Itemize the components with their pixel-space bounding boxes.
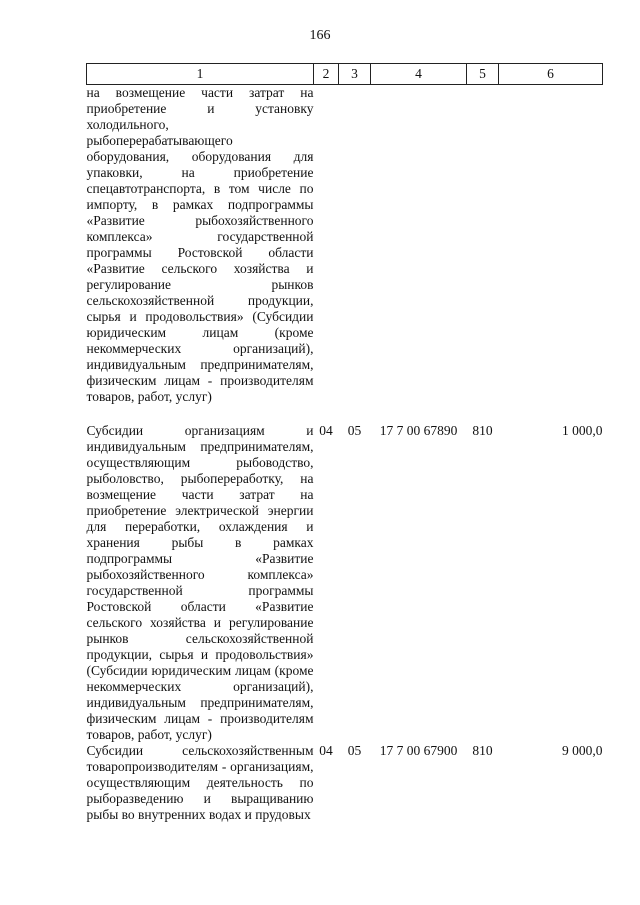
row-subsection: 05	[347, 743, 362, 758]
page-number: 166	[309, 28, 331, 43]
row-target-article: 17 7 00 67900	[379, 743, 458, 758]
column-header-5: 5	[467, 64, 499, 85]
row-expense-type	[467, 85, 499, 424]
column-header-4: 4	[371, 64, 467, 85]
row-section	[314, 85, 339, 424]
row-subsection	[339, 85, 371, 424]
row-section: 04	[319, 743, 333, 758]
row-expense-type: 810	[472, 743, 493, 758]
column-header-3: 3	[339, 64, 371, 85]
row-amount	[499, 85, 603, 424]
table-row	[87, 423, 603, 743]
row-amount: 9 000,0	[562, 743, 603, 758]
column-header-2: 2	[314, 64, 339, 85]
header-row	[87, 64, 603, 85]
budget-table	[86, 63, 603, 823]
row-description: Субсидии организациям и индивидуальным предпринимателям, осуществляющим рыбоводство, рыболовство, рыбопереработку, на возмещение части затрат на приобретение электрической энергии для переработки, охлаждения и хранения рыбы в рамках подпрограммы «Развитие рыбохозяйственного комплекса» государственной программы Ростовской области «Развитие сельского хозяйства и регулирование рынков сельскохозяйственной продукции, сырья и продовольствия» (Субсидии юридическим лицам (кроме некоммерческих организаций), индивидуальным предпринимателям, физическим лицам - производителям товаров, работ, услуг)	[86, 423, 314, 742]
row-target-article	[371, 85, 467, 424]
row-description: Субсидии сельскохозяйственным товаропроизводителям - организациям, осуществляющим деятельность по рыборазведению и выращиванию рыбы во внутренних водах и прудовых	[86, 743, 314, 822]
column-header-6: 6	[499, 64, 603, 85]
row-expense-type: 810	[472, 423, 493, 438]
row-target-article: 17 7 00 67890	[379, 423, 458, 438]
table-row	[87, 85, 603, 424]
row-description: на возмещение части затрат на приобретение и установку холодильного, рыбоперерабатывающего оборудования, оборудования для упаковки, на приобретение спецавтотранспорта, в том числе по импорту, в рамках подпрограммы «Развитие рыбохозяйственного комплекса» государственной программы Ростовской области «Развитие сельского хозяйства и регулирование рынков сельскохозяйственной продукции, сырья и продовольствия» (Субсидии юридическим лицам (кроме некоммерческих организаций), индивидуальным предпринимателям, физическим лицам - производителям товаров, работ, услуг)	[86, 85, 314, 404]
table-row	[87, 743, 603, 823]
column-header-1: 1	[87, 64, 314, 85]
row-amount: 1 000,0	[562, 423, 603, 438]
row-section: 04	[319, 423, 333, 438]
row-subsection: 05	[347, 423, 362, 438]
